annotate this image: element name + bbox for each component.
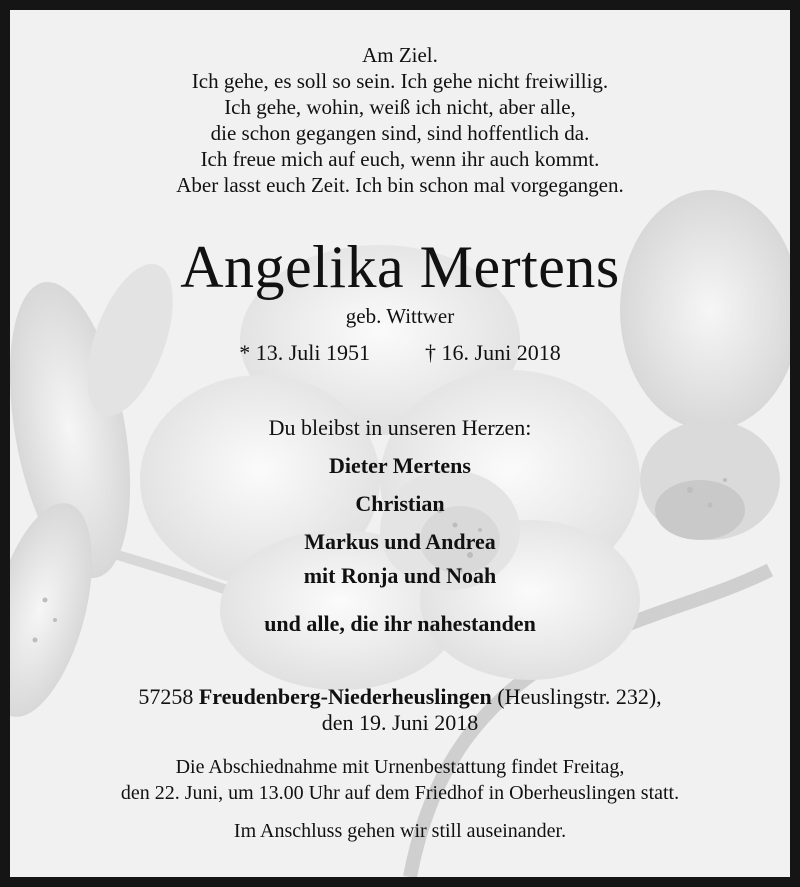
mourner-name: mit Ronja und Noah: [303, 563, 497, 588]
deceased-name: Angelika Mertens: [180, 234, 620, 300]
postcode: 57258: [138, 684, 194, 709]
death-date: † 16. Juni 2018: [425, 340, 561, 365]
street: (Heuslingstr. 232),: [497, 684, 662, 709]
life-dates: [10, 340, 790, 366]
birth-date: * 13. Juli 1951: [239, 340, 371, 365]
poem-line: Ich gehe, wohin, weiß ich nicht, aber alle,: [224, 95, 576, 119]
town: Freudenberg-Niederheuslingen: [198, 684, 492, 709]
poem-line: Aber lasst euch Zeit. Ich bin schon mal vorgegangen.: [176, 173, 624, 197]
address-line: [10, 684, 790, 710]
funeral-closing: Im Anschluss gehen wir still auseinander.: [233, 820, 567, 842]
mourner-name: Christian: [355, 491, 445, 516]
mourner-name: Dieter Mertens: [329, 453, 471, 478]
mourner-name: Markus und Andrea: [304, 529, 496, 554]
mourners-intro: Du bleibst in unseren Herzen:: [268, 415, 532, 440]
poem-line: die schon gegangen sind, sind hoffentlich da.: [210, 121, 590, 145]
poem-line: Ich freue mich auf euch, wenn ihr auch kommt.: [200, 147, 600, 171]
mourners-others: und alle, die ihr nahestanden: [264, 611, 536, 636]
notice-date: den 19. Juni 2018: [321, 710, 479, 735]
poem-line: Ich gehe, es soll so sein. Ich gehe nicht freiwillig.: [191, 69, 609, 93]
funeral-info: den 22. Juni, um 13.00 Uhr auf dem Friedhof in Oberheuslingen statt.: [120, 782, 680, 804]
funeral-info: Die Abschiednahme mit Urnenbestattung findet Freitag,: [175, 756, 625, 778]
poem-line: Am Ziel.: [362, 43, 438, 67]
birth-name: geb. Wittwer: [345, 304, 455, 328]
obituary-content: [10, 10, 790, 877]
